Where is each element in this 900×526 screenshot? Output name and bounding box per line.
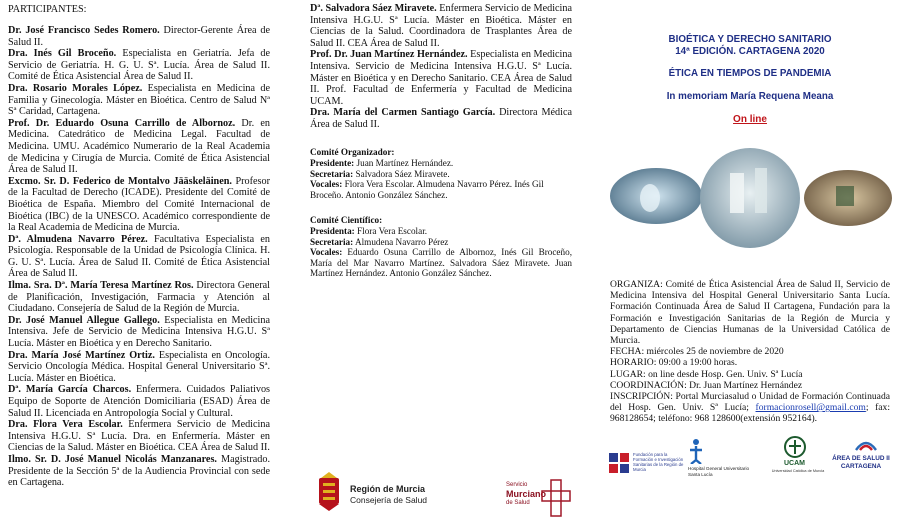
organiza-text: Comité de Ética Asistencial Área de Salud II, Servicio de Medicina Intensiva del Hospital General Universitario Santa Lucía. Formación Continuada Área de Salud II Cartagena, Fundación para la Formación e Investigación Sanitarias de la Región de Murcia y Departamento de Ciencias Humanas de la Universidad Católica de Murcia.: [610, 279, 890, 347]
area-line2: CARTAGENA: [840, 463, 882, 470]
participant-description: Magistrado. Presidente de la Sección 5ª de la Audiencia Provincial con sede en Cartagena.: [8, 453, 270, 489]
ucam-logo: [768, 436, 826, 480]
committee-line: [310, 237, 572, 248]
organizing-committee-title: Comité Organizador:: [310, 146, 395, 157]
participant-name: Dra. María José Martínez Ortiz.: [8, 349, 155, 361]
participant-name: Dr. José Francisco Sedes Romero.: [8, 25, 160, 36]
participant-description: Directora General de Planificación, Investigación, Farmacia y Atención al Ciudadano. Consejería de Salud de la Región de Murcia.: [8, 280, 270, 315]
title-line3: ÉTICA EN TIEMPOS DE PANDEMIA: [668, 68, 832, 79]
participant-name: Excmo. Sr. D. Federico de Montalvo Jääskeläinen.: [8, 175, 232, 187]
participant-entry: [8, 384, 270, 419]
participant-name: Dr. José Manuel Allegue Gallego.: [8, 314, 160, 326]
area-salud-icon: [854, 434, 878, 454]
participant-description: Directora Médica Área de Salud II.: [310, 107, 572, 130]
participant-entry: [310, 107, 572, 130]
participant-name: Dra. María del Carmen Santiago García.: [310, 107, 496, 119]
participant-entry: [8, 118, 270, 176]
scientific-committee-title: Comité Científico:: [310, 214, 383, 225]
participant-description: Facultativa Especialista en Psicología. Responsable de la Unidad de Psicología Clínica. H. G. U. Sª. Lucía. Área de Salud II. Comité de Ética Asistencial Área de Salud II.: [8, 233, 270, 280]
participant-name: Dra. Rosario Morales López.: [8, 82, 143, 94]
icu-photo-collage: [610, 148, 892, 248]
participant-entry: [310, 3, 572, 49]
participant-entry: [8, 48, 270, 83]
contact-text: ; fax: 968128654; teléfono: 968 128600(extensión 952164).: [610, 402, 891, 425]
participant-entry: [8, 83, 270, 118]
participant-name: Dª. Salvadora Sáez Miravete.: [310, 3, 437, 14]
hospital-line2: Santa Lucía: [688, 472, 713, 477]
participant-description: Enfermera Servicio de Medicina Intensiva H.G.U. Sª Lucía. Dra. en Enfermería. Máster en Ciencias de la Salud. Máster en Bioética. CEA Área de Salud II.: [8, 419, 270, 454]
ffis-text: Fundación para la Formación e Investigación Sanitarias de la Región de Murcia: [633, 452, 684, 472]
ucam-seal-icon: [784, 436, 806, 458]
participant-name: Dra. Flora Vera Escolar.: [8, 419, 123, 431]
area-line1: ÁREA DE SALUD II: [832, 455, 890, 462]
area-salud-logo: [830, 434, 892, 478]
committee-line: [310, 226, 572, 237]
murcia-shield-icon: [316, 470, 342, 512]
coordinacion: COORDINACIÓN: Dr. Juan Martínez Hernández: [610, 379, 803, 391]
committee-line: [310, 158, 572, 169]
participant-entry: [8, 315, 270, 350]
sms-line3: de Salud: [506, 500, 530, 506]
committee-role: Vocales:: [310, 247, 343, 258]
ucam-text: UCAM: [784, 460, 805, 467]
title-line2: 14ª EDICIÓN. CARTAGENA 2020: [675, 46, 825, 57]
committee-line: [310, 247, 572, 279]
participants-column-left: [8, 0, 270, 489]
participant-description: Director-Gerente Área de Salud II.: [8, 25, 270, 48]
sms-line2: Murciano: [506, 489, 547, 499]
committee-members: Eduardo Osuna Carrillo de Albornoz, Inés Gil Broceño, María del Mar Navarro Martínez. Salvadora Sáez Miravete. Juan Martínez Hernández. Antonio González Sánchez.: [310, 247, 572, 279]
title-line1: BIOÉTICA Y DERECHO SANITARIO: [668, 34, 832, 45]
participant-entry: [8, 350, 270, 385]
participant-description: Enfermera. Cuidados Paliativos Equipo de Soporte de Atención Domiciliaria (ESAD) Área de Salud II. Licenciada en Antropología Social y Cultural.: [8, 384, 271, 419]
organiza-block: [610, 279, 890, 346]
sms-line1: Servicio: [506, 482, 528, 488]
hospital-figure-icon: [688, 438, 704, 464]
horario: HORARIO: 09:00 a 19:00 horas.: [610, 357, 738, 369]
scientific-committee: [310, 215, 572, 280]
murcia-logo-line2: Consejería de Salud: [350, 495, 428, 505]
region-murcia-logo: [316, 470, 436, 520]
participants-list-left: [8, 25, 270, 489]
participant-description: Dr. en Medicina. Catedrático de Medicina Legal. Facultad de Medicina. UMU. Académico Numerario de la Real Academia de Medicina y Cirugía de Murcia. Comité de Ética Asistencial Área de Salud II.: [8, 117, 270, 176]
participant-name: Ilma. Sra. Dª. María Teresa Martínez Ros.: [8, 280, 194, 292]
hospital-logo: [686, 438, 752, 478]
participant-description: Especialista en Oncología. Servicio Oncología Médica. Hospital General Universitario Sª. Lucía. Máster en Bioética.: [8, 349, 271, 384]
fecha: FECHA: miércoles 25 de noviembre de 2020: [610, 346, 784, 358]
participants-list-middle: [310, 3, 572, 131]
committee-role: Secretaria:: [310, 168, 354, 179]
committee-members: Almudena Navarro Pérez: [353, 236, 449, 247]
participant-description: Especialista en Geriatría. Jefa de Servicio de Geriatría. H. G. U. Sª. Lucía. Área de Salud II. Comité de Ética Asistencial Área de Salud II.: [8, 48, 270, 83]
committee-role: Presidente:: [310, 158, 355, 169]
inscripcion: [610, 391, 890, 425]
participant-entry: [310, 49, 572, 107]
participant-name: Dra. Inés Gil Broceño.: [8, 48, 117, 60]
event-titles: [608, 34, 892, 125]
participant-name: Prof. Dr. Juan Martínez Hernández.: [310, 49, 468, 61]
participant-description: Profesor de la Facultad de Derecho (ICADE). Presidente del Comité de Bioética de España. Miembro del Comité Internacional de Bioética (IBC) de la UNESCO. Académico correspondiente de la Real Academia de Medicina de Murcia.: [8, 175, 270, 234]
committee-members: Juan Martínez Hernández.: [354, 158, 454, 169]
participant-entry: [8, 234, 270, 280]
participant-description: Enfermera Servicio de Medicina Intensiva H.G.U. Sª Lucía. Máster en Bioética. Máster en Ciencias de la Salud. Coordinadora de Trasplantes Área de Salud II. CEA Área de Salud II.: [310, 3, 572, 49]
event-details: [610, 279, 890, 425]
organiza-label: ORGANIZA:: [610, 279, 663, 290]
participant-name: Ilmo. Sr. D. José Manuel Nicolás Manzanares.: [8, 453, 217, 465]
lugar: LUGAR: on line desde Hosp. Gen. Univ. Sª Lucía: [610, 368, 803, 380]
organizing-committee: [310, 147, 572, 201]
committee-members: Flora Vera Escolar. Almudena Navarro Pérez. Inés Gil Broceño. Antonio González Sánchez.: [310, 179, 544, 200]
committee-role: Secretaria:: [310, 236, 354, 247]
participant-description: Especialista en Medicina Intensiva. Jefe de Servicio de Medicina Intensiva H.G.U. Sª Lucía. Máster en Bioética y en Derecho Sanitario.: [8, 314, 270, 350]
participants-column-middle: [310, 0, 572, 506]
inscripcion-text: INSCRIPCIÓN: Portal Murciasalud o Unidad de Formación Continuada del Hosp. Gen. Univ. Sª Lucía;: [610, 391, 890, 414]
participant-entry: [8, 25, 270, 48]
ffis-icon: [608, 452, 630, 474]
participant-name: Dª. María García Charcos.: [8, 384, 132, 396]
participant-entry: [8, 176, 270, 234]
committee-role: Vocales:: [310, 179, 343, 190]
ffis-logo: [608, 448, 684, 478]
committee-members: Salvadora Sáez Miravete.: [353, 168, 450, 179]
ucam-sub-text: Universidad Católica de Murcia: [771, 469, 825, 473]
committee-role: Presidenta:: [310, 226, 355, 237]
participant-description: Especialista en Medicina Intensiva. Servicio de Medicina Intensiva H.G.U. Sª Lucía. Máster en Bioética y en Derecho Sanitario. CEA Área de Salud II. Prof. Facultad de Enfermería y Facultad de Medicina UCAM.: [310, 49, 572, 107]
sms-logo: [506, 478, 576, 522]
committee-members: Flora Vera Escolar.: [354, 226, 428, 237]
participant-entry: [8, 280, 270, 315]
event-info-column: [608, 0, 892, 477]
committee-line: [310, 179, 572, 200]
participant-name: Dª. Almudena Navarro Pérez.: [8, 233, 148, 245]
hospital-line1: Hospital General Universitario: [688, 466, 750, 471]
participant-entry: [8, 419, 270, 454]
cross-icon: [540, 478, 572, 518]
murcia-logo-line1: Región de Murcia: [350, 484, 426, 494]
participant-name: Prof. Dr. Eduardo Osuna Carrillo de Albornoz.: [8, 117, 236, 129]
title-line4: In memoriam María Requena Meana: [666, 91, 834, 102]
online-label: On line: [733, 114, 767, 125]
email-link[interactable]: formacionrosell@gmail.com: [755, 402, 866, 414]
committee-line: [310, 169, 572, 180]
participants-header: PARTICIPANTES:: [8, 4, 87, 15]
participant-entry: [8, 454, 270, 489]
participant-description: Especialista en Medicina de Familia y Ginecología. Máster en Bioética. Centro de Salud Nª Sª Caridad, Cartagena.: [8, 82, 270, 118]
